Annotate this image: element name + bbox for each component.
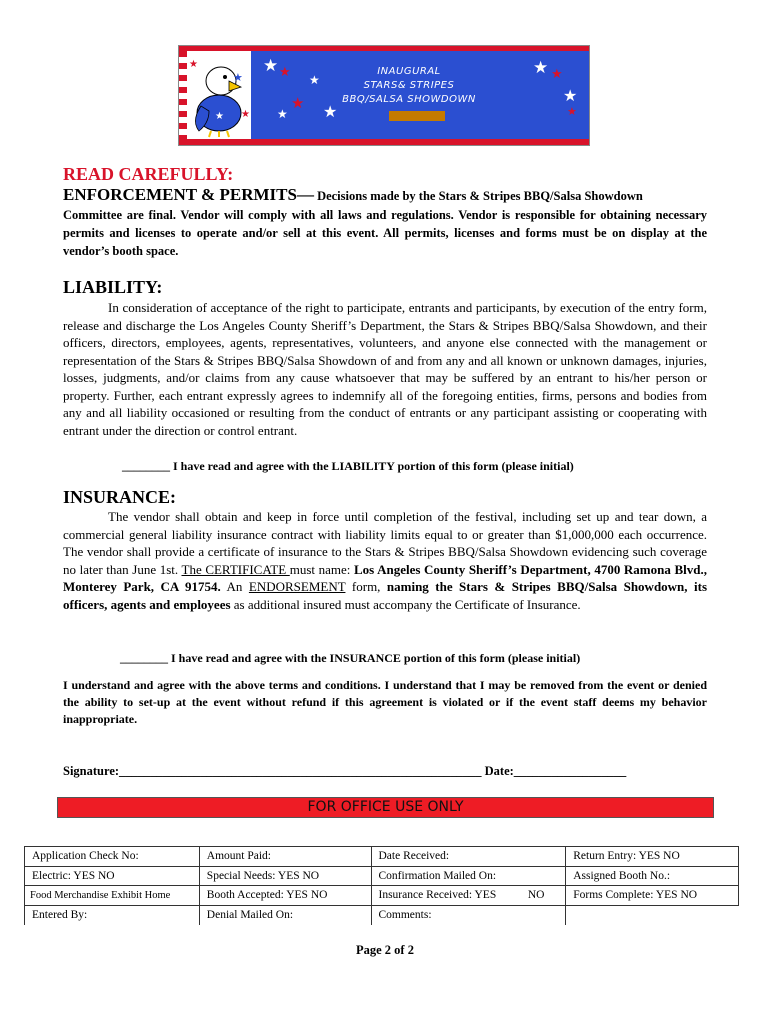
endorsement-text: ENDORSEMENT (248, 579, 346, 594)
table-row (25, 847, 739, 867)
agreement-text: I understand and agree with the above terms and conditions. I understand that I may be removed from the event or denied the ability to set-up at the event without refund if this agreement is violated or if the event staff deems my behavior inappropriate. (63, 678, 707, 726)
table-cell (566, 905, 739, 925)
star-icon: ★ (563, 86, 578, 105)
star-icon: ★ (533, 58, 549, 78)
star-icon: ★ (233, 71, 243, 84)
certificate-text: The CERTIFICATE (181, 561, 290, 577)
must-name-text: must name: (289, 561, 354, 577)
banner-title-line-3: BBQ/SALSA SHOWDOWN (342, 94, 476, 105)
star-icon: ★ (241, 109, 250, 120)
electric-cell[interactable]: Electric: YES NO (25, 866, 200, 886)
assigned-booth-cell[interactable]: Assigned Booth No.: (566, 866, 739, 886)
banner-stripes (179, 51, 187, 141)
read-carefully-heading: READ CAREFULLY: (63, 164, 234, 184)
banner-bottom-border (179, 139, 589, 145)
liability-body: In consideration of acceptance of the right to participate, entrants and participants, by execution of the entry form, release and discharge the Los Angeles County Sheriff’s Department, the Stars & Stripes BBQ/Salsa Showdown, and their officers, directors, employees, agents, representatives, volunteers, and anyone else connected with the management or representation of the Stars & Stripes BBQ/Salsa Showdown of and from any and all known or unknown damages, injuries, losses, judgments, and/or claims from any cause whatsoever that may be suffered by an entrant to his/her person or property. Further, each entrant expressly agrees to indemnify all of the foregoing entities, firms, persons and bodies from any and all liability occasioned or resulting from the conduct of entrants or any participant assisting or cooperating with entrant under the direction or control entrant. (63, 300, 707, 438)
enforcement-dash: — (296, 185, 314, 204)
star-icon: ★ (279, 65, 291, 80)
star-icon: ★ (189, 59, 198, 70)
office-use-table (24, 846, 739, 925)
entered-by-cell[interactable]: Entered By: (25, 905, 200, 925)
signature-line[interactable] (63, 764, 626, 779)
liability-heading: LIABILITY: (63, 277, 163, 297)
enforcement-body: Committee are final. Vendor will comply with all laws and regulations. Vendor is responsible for obtaining necessary permits and licenses to operate and/or sell at this event. All permits, licenses and forms must be on display at the vendor’s booth space. (63, 208, 707, 258)
booth-accepted-cell[interactable]: Booth Accepted: YES NO (199, 886, 371, 906)
insurance-received-cell[interactable]: Insurance Received: YES (371, 886, 521, 906)
naming-text: naming the Stars & Stripes BBQ/Salsa Showdown, its officers, agents and employees (63, 579, 708, 612)
event-banner (178, 45, 590, 146)
insurance-initial-line[interactable]: ________ I have read and agree with the INSURANCE portion of this form (please initial) (120, 651, 581, 665)
table-cell (521, 866, 566, 886)
star-icon: ★ (323, 102, 338, 121)
insurance-tail: as additional insured must accompany the Certificate of Insurance. (230, 596, 581, 612)
sheriff-address: Los Angeles County Sheriff’s Department, 4700 Ramona Blvd., Monterey Park, CA 91754. (63, 561, 707, 594)
confirmation-mailed-cell[interactable]: Confirmation Mailed On: (371, 866, 521, 886)
enforcement-heading: ENFORCEMENT & PERMITS (63, 185, 297, 204)
liability-initial-line[interactable]: ________ I have read and agree with the LIABILITY portion of this form (please initial) (122, 459, 574, 473)
banner-title-line-2: STARS& STRIPES (363, 80, 455, 91)
svg-text:★: ★ (215, 111, 224, 122)
office-use-bar: FOR OFFICE USE ONLY (57, 797, 714, 818)
amount-paid-cell[interactable]: Amount Paid: (199, 847, 371, 867)
date-received-cell[interactable]: Date Received: (371, 847, 521, 867)
comments-cell[interactable]: Comments: (371, 905, 521, 925)
banner-top-border (179, 46, 589, 51)
page-number: Page 2 of 2 (356, 943, 414, 957)
category-cell[interactable]: Food Merchandise Exhibit Home (25, 886, 200, 906)
insurance-body (63, 508, 707, 613)
banner-title-line-1: INAUGURAL (377, 66, 441, 77)
forms-complete-cell[interactable]: Forms Complete: YES NO (566, 886, 739, 906)
enforcement-heading-line (63, 185, 713, 205)
table-row (25, 886, 739, 906)
an-text: An (220, 579, 249, 594)
denial-mailed-cell[interactable]: Denial Mailed On: (199, 905, 371, 925)
return-entry-cell[interactable]: Return Entry: YES NO (566, 847, 739, 867)
table-row (25, 905, 739, 925)
star-icon: ★ (277, 107, 288, 121)
insurance-heading: INSURANCE: (63, 487, 177, 507)
form-text: form, (345, 579, 387, 594)
insurance-received-no-cell[interactable]: NO (521, 886, 566, 906)
date-label[interactable]: Date:__________________ (481, 764, 627, 778)
signature-label[interactable]: Signature:__________________________________________________________ (63, 764, 482, 778)
star-icon: ★ (567, 105, 577, 118)
table-cell (521, 905, 566, 925)
star-icon: ★ (263, 56, 279, 76)
insurance-body-text: The vendor shall obtain and keep in force until completion of the festival, including set up and tear down, a commercial general liability insurance contract with liability limits equal to or greater than $1,000,000 each occurrence. The vendor shall provide a certificate of insurance to the Stars & Stripes BBQ/Salsa Showdown evidencing such coverage no later than June 1st. (63, 509, 707, 577)
enforcement-lead: Decisions made by the Stars & Stripes BBQ/Salsa Showdown (313, 189, 643, 203)
table-cell (521, 847, 566, 867)
application-check-cell[interactable]: Application Check No: (25, 847, 200, 867)
table-row (25, 866, 739, 886)
star-icon: ★ (291, 94, 305, 112)
special-needs-cell[interactable]: Special Needs: YES NO (199, 866, 371, 886)
star-icon: ★ (551, 67, 563, 82)
star-icon: ★ (309, 73, 320, 87)
banner-date (389, 111, 445, 121)
